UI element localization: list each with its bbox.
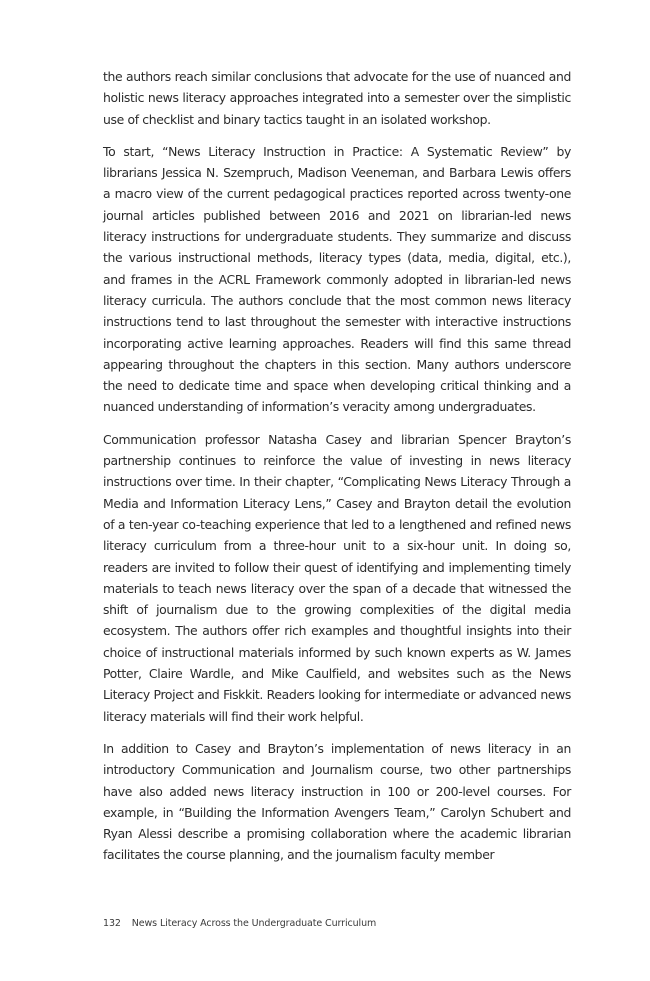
page-footer (103, 917, 376, 931)
paragraph-partnerships: In addition to Casey and Brayton’s implementation of news literacy in an introductory Communication and Journalism course, two other partnerships have also added news literacy instruction in 100 or 200-level courses. For example, in “Building the Information Avengers Team,” Carolyn Schubert and Ryan Alessi describe a promising collaboration where the academic librarian facilitates the course planning, and the journalism faculty member (103, 740, 571, 863)
running-title: News Literacy Across the Undergraduate Curriculum (131, 918, 377, 929)
paragraph-systematic-review: To start, “News Literacy Instruction in Practice: A Systematic Review” by librarians Jessica N. Szempruch, Madison Veeneman, and Barbara Lewis offers a macro view of the current pedagogical practices reported across twenty-one journal articles published between 2016 and 2021 on librarian-led news literacy instructions for undergraduate students. They summarize and discuss the various instructional methods, literacy types (data, media, digital, etc.), and frames in the ACRL Framework commonly adopted in librarian-led news literacy curricula. The authors conclude that the most common news literacy instructions tend to last throughout the semester with interactive instructions incorporating active learning approaches. Readers will find this same thread appearing throughout the chapters in this section. Many authors underscore the need to dedicate time and space when developing critical thinking and a nuanced understanding of information’s veracity among undergraduates. (103, 143, 571, 415)
body-text (103, 66, 571, 877)
paragraph-continuation: the authors reach similar conclusions that advocate for the use of nuanced and holistic news literacy approaches integrated into a semester over the simplistic use of checklist and binary tactics taught in an isolated workshop. (103, 69, 571, 127)
paragraph-casey-brayton: Communication professor Natasha Casey and librarian Spencer Brayton’s partnership continues to reinforce the value of investing in news literacy instructions over time. In their chapter, “Complicating News Literacy Through a Media and Information Literacy Lens,” Casey and Brayton detail the evolution of a ten-year co-teaching experience that led to a lengthened and refined news literacy curriculum from a three-hour unit to a six-hour unit. In doing so, readers are invited to follow their quest of identifying and implementing timely materials to teach news literacy over the span of a decade that witnessed the shift of journalism due to the growing complexities of the digital media ecosystem. The authors offer rich examples and thoughtful insights into their choice of instructional materials informed by such known experts as W. James Potter, Claire Wardle, and Mike Caulfield, and websites such as the News Literacy Project and Fiskkit. Readers looking for intermediate or advanced news literacy materials will find their work helpful. (103, 431, 571, 724)
page-number: 132 (103, 918, 121, 929)
